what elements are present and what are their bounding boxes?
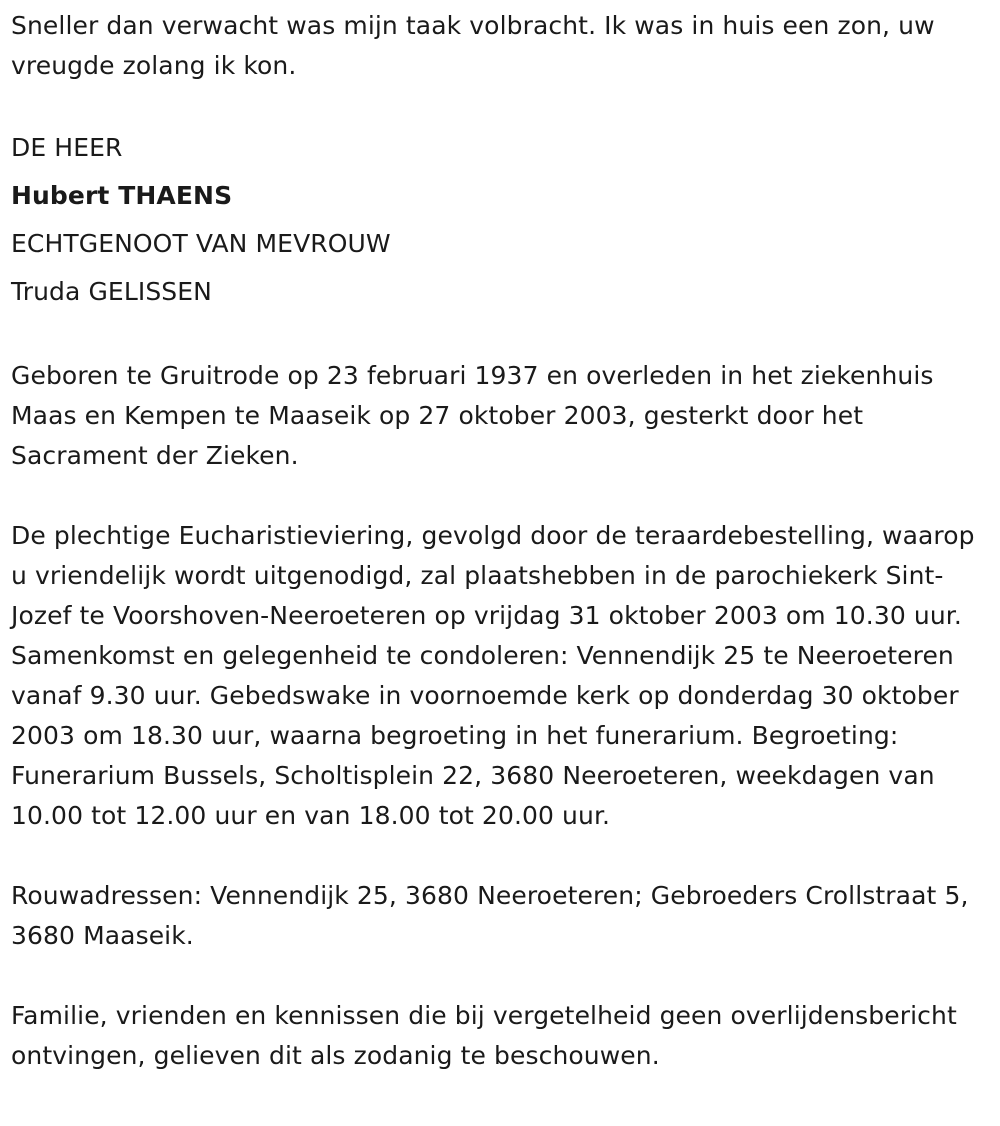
addresses-paragraph: Rouwadressen: Vennendijk 25, 3680 Neeroeteren; Gebroeders Crollstraat 5, 3680 Maaseik. (11, 881, 969, 950)
closing-paragraph: Familie, vrienden en kennissen die bij vergetelheid geen overlijdensbericht ontvingen, gelieven dit als zodanig te beschouwen. (11, 1001, 957, 1070)
spouse-name: Truda GELISSEN (11, 277, 212, 306)
ceremony-paragraph: De plechtige Eucharistieviering, gevolgd door de teraardebestelling, waarop u vriendelijk wordt uitgenodigd, zal plaatshebben in de parochiekerk Sint-Jozef te Voorshoven-Neeroeteren op vrijdag 31 oktober 2003 om 10.30 uur. Samenkomst en gelegenheid te condoleren: Vennendijk 25 te Neeroeteren vanaf 9.30 uur. Gebedswake in voornoemde kerk op donderdag 30 oktober 2003 om 18.30 uur, waarna begroeting in het funerarium. Begroeting: Funerarium Bussels, Scholtisplein 22, 3680 Neeroeteren, weekdagen van 10.00 tot 12.00 uur en van 18.00 tot 20.00 uur. (11, 521, 975, 830)
motto-text: Sneller dan verwacht was mijn taak volbracht. Ik was in huis een zon, uw vreugde zolang ik kon. (11, 11, 935, 80)
obituary-document (11, 6, 993, 1076)
birth-death-paragraph: Geboren te Gruitrode op 23 februari 1937 en overleden in het ziekenhuis Maas en Kempen te Maaseik op 27 oktober 2003, gesterkt door het Sacrament der Zieken. (11, 361, 934, 470)
title-prefix: DE HEER (11, 133, 123, 162)
deceased-name: Hubert THAENS (11, 181, 233, 210)
relation-text: ECHTGENOOT VAN MEVROUW (11, 229, 391, 258)
